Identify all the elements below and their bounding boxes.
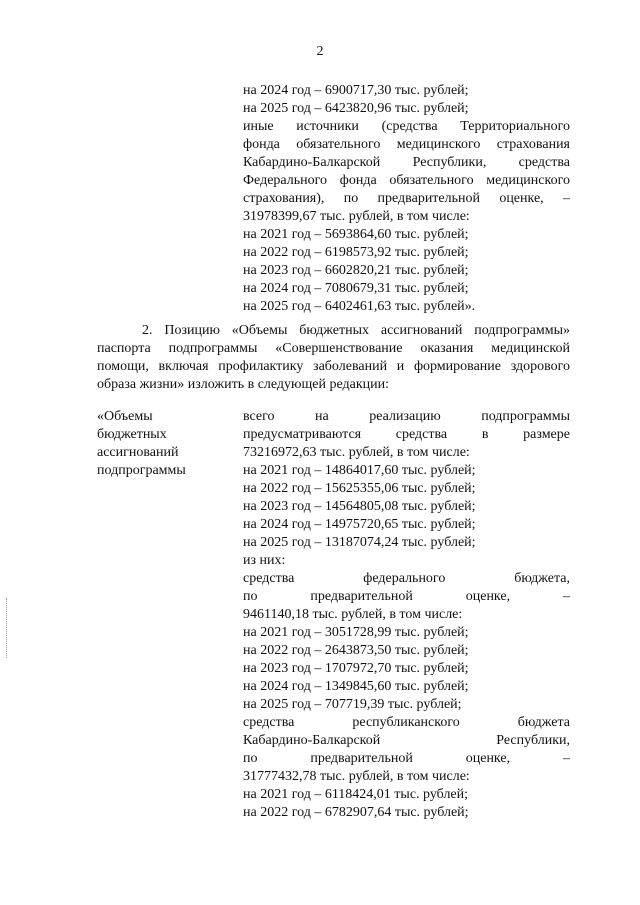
label-line: ассигнований (97, 445, 179, 460)
text-line: средства федерального бюджета, (243, 571, 570, 586)
margin-mark (6, 598, 9, 658)
text-line: на 2022 год – 15625355,06 тыс. рублей; (243, 481, 476, 496)
text-line: 31978399,67 тыс. рублей, в том числе: (243, 209, 470, 224)
paragraph-line: паспорта подпрограммы «Совершенствование оказания медицинской (97, 341, 570, 356)
text-line: на 2025 год – 6402461,63 тыс. рублей». (243, 299, 476, 314)
text-line: иные источники (средства Территориального (243, 119, 570, 134)
text-line: 73216972,63 тыс. рублей, в том числе: (243, 445, 470, 460)
amendment-paragraph (97, 322, 570, 394)
label-line: «Объемы (97, 409, 153, 424)
text-line: Кабардино-Балкарской Республики, средства (243, 155, 570, 170)
text-line: на 2023 год – 6602820,21 тыс. рублей; (243, 263, 469, 278)
paragraph-line: 2. Позицию «Объемы бюджетных ассигнований подпрограммы» (142, 323, 570, 338)
text-line: на 2023 год – 14564805,08 тыс. рублей; (243, 499, 476, 514)
text-line: на 2024 год – 1349845,60 тыс. рублей; (243, 679, 469, 694)
text-line: по предварительной оценке, – (243, 589, 570, 604)
text-line: фонда обязательного медицинского страхования (243, 137, 570, 152)
text-line: на 2023 год – 1707972,70 тыс. рублей; (243, 661, 469, 676)
text-line: 9461140,18 тыс. рублей, в том числе: (243, 607, 463, 622)
text-line: по предварительной оценке, – (243, 751, 570, 766)
text-line: на 2021 год – 6118424,01 тыс. рублей; (243, 787, 469, 802)
text-line: на 2024 год – 14975720,65 тыс. рублей; (243, 517, 476, 532)
text-line: на 2021 год – 14864017,60 тыс. рублей; (243, 463, 476, 478)
paragraph-line: образа жизни» изложить в следующей редакции: (97, 377, 390, 392)
text-line: всего на реализацию подпрограммы (243, 409, 570, 424)
text-line: на 2021 год – 5693864,60 тыс. рублей; (243, 227, 469, 242)
text-line: страхования), по предварительной оценке, – (243, 191, 570, 206)
text-line: Федерального фонда обязательного медицинского (243, 173, 570, 188)
text-line: на 2025 год – 6423820,96 тыс. рублей; (243, 101, 469, 116)
text-line: на 2022 год – 6782907,64 тыс. рублей; (243, 805, 469, 820)
text-line: на 2024 год – 6900717,30 тыс. рублей; (243, 83, 469, 98)
text-line: на 2025 год – 13187074,24 тыс. рублей; (243, 535, 476, 550)
label-line: подпрограммы (97, 463, 186, 478)
text-line: 31777432,78 тыс. рублей, в том числе: (243, 769, 470, 784)
text-line: Кабардино-Балкарской Республики, (243, 733, 570, 748)
paragraph-line: помощи, включая профилактику заболеваний и формирование здорового (97, 359, 570, 374)
label-line: бюджетных (97, 427, 167, 442)
text-line: из них: (243, 553, 286, 568)
text-line: на 2025 год – 707719,39 тыс. рублей; (243, 697, 462, 712)
text-line: на 2024 год – 7080679,31 тыс. рублей; (243, 281, 469, 296)
funding-details (243, 408, 570, 822)
page-number: 2 (316, 44, 324, 59)
text-line: на 2021 год – 3051728,99 тыс. рублей; (243, 625, 469, 640)
text-line: предусматриваются средства в размере (243, 427, 570, 442)
continued-funding-list (243, 82, 570, 316)
text-line: на 2022 год – 2643873,50 тыс. рублей; (243, 643, 469, 658)
section-label (97, 408, 237, 480)
text-line: на 2022 год – 6198573,92 тыс. рублей; (243, 245, 469, 260)
text-line: средства республиканского бюджета (243, 715, 570, 730)
